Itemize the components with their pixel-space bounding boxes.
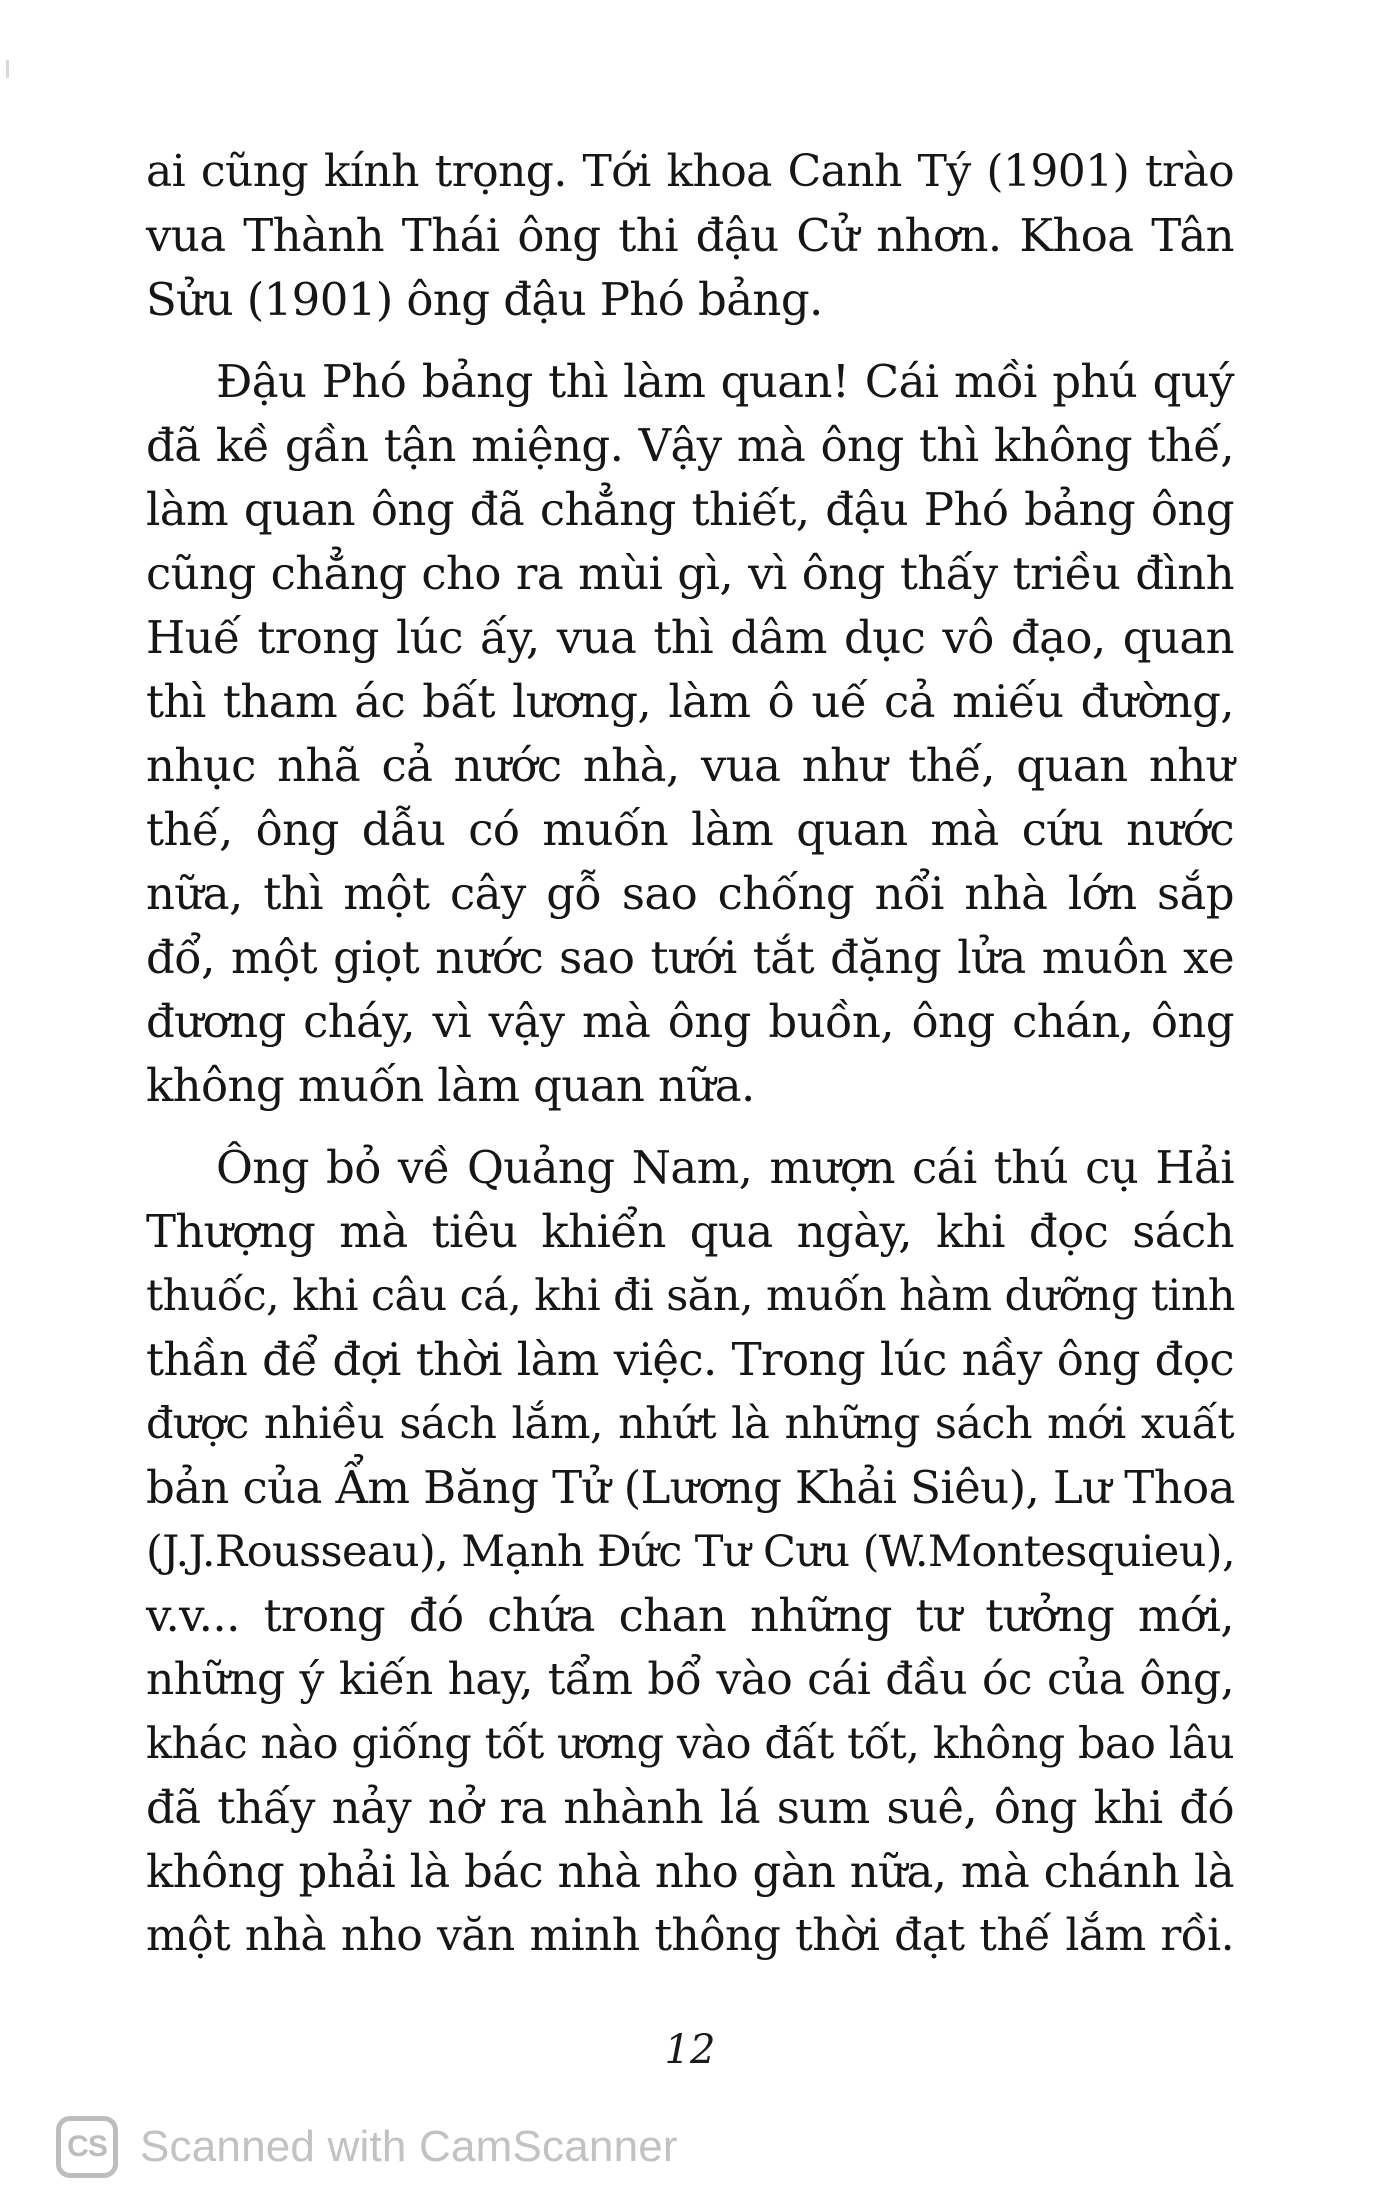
text-line: ai cũng kính trọng. Tới khoa Canh Tý (1901) trào [146,146,1234,197]
text-line: thì tham ác bất lương, làm ô uế cả miếu đường, [146,675,1234,728]
text-line: v.v... trong đó chứa chan những tư tưởng mới, [146,1589,1234,1642]
text-line: Sửu (1901) ông đậu Phó bảng. [146,273,823,326]
text-line: cũng chẳng cho ra mùi gì, vì ông thấy triều đình [146,547,1234,600]
text-line: Thượng mà tiêu khiển qua ngày, khi đọc sách [146,1205,1234,1258]
text-line: đã thấy nảy nở ra nhành lá sum suê, ông khi đó [146,1781,1234,1834]
text-line: thần để đợi thời làm việc. Trong lúc nầy ông đọc [146,1333,1234,1386]
text-line: được nhiều sách lắm, nhứt là những sách mới xuất [146,1399,1234,1449]
camscanner-logo-icon: CS [56,2116,118,2178]
text-line: làm quan ông đã chẳng thiết, đậu Phó bảng ông [146,483,1234,536]
text-line: đổ, một giọt nước sao tưới tắt đặng lửa muôn xe [146,931,1234,984]
text-line: Ông bỏ về Quảng Nam, mượn cái thú cụ Hải [216,1141,1234,1194]
text-line: đương cháy, vì vậy mà ông buồn, ông chán, ông [146,995,1234,1048]
text-line: những ý kiến hay, tẩm bổ vào cái đầu óc của ông, [146,1654,1234,1705]
text-line: một nhà nho văn minh thông thời đạt thế lắm rồi. [146,1910,1234,1961]
page-number: 12 [664,2027,716,2073]
text-line: thuốc, khi câu cá, khi đi săn, muốn hàm dưỡng tinh [146,1271,1235,1321]
text-line: Đậu Phó bảng thì làm quan! Cái mồi phú quý [216,355,1234,408]
text-line: khác nào giống tốt ương vào đất tốt, không bao lâu [146,1719,1234,1769]
text-line: nữa, thì một cây gỗ sao chống nổi nhà lớn sắp [146,867,1234,920]
text-line: Huế trong lúc ấy, vua thì dâm dục vô đạo, quan [146,611,1234,664]
text-line: không muốn làm quan nữa. [146,1059,755,1112]
text-line: đã kề gần tận miệng. Vậy mà ông thì không thế, [146,419,1234,472]
text-line: nhục nhã cả nước nhà, vua như thế, quan như [146,739,1234,792]
text-line: không phải là bác nhà nho gàn nữa, mà chánh là [146,1845,1234,1898]
camscanner-watermark [56,2112,678,2182]
text-line: thế, ông dẫu có muốn làm quan mà cứu nước [146,803,1234,856]
text-line: vua Thành Thái ông thi đậu Cử nhơn. Khoa Tân [146,209,1234,262]
watermark-text: Scanned with CamScanner [140,2122,678,2171]
text-line: (J.J.Rousseau), Mạnh Đức Tư Cưu (W.Montesquieu), [146,1527,1236,1577]
text-line: bản của Ẩm Băng Tử (Lương Khải Siêu), Lư Thoa [146,1461,1235,1514]
scan-edge-mark [6,60,9,78]
